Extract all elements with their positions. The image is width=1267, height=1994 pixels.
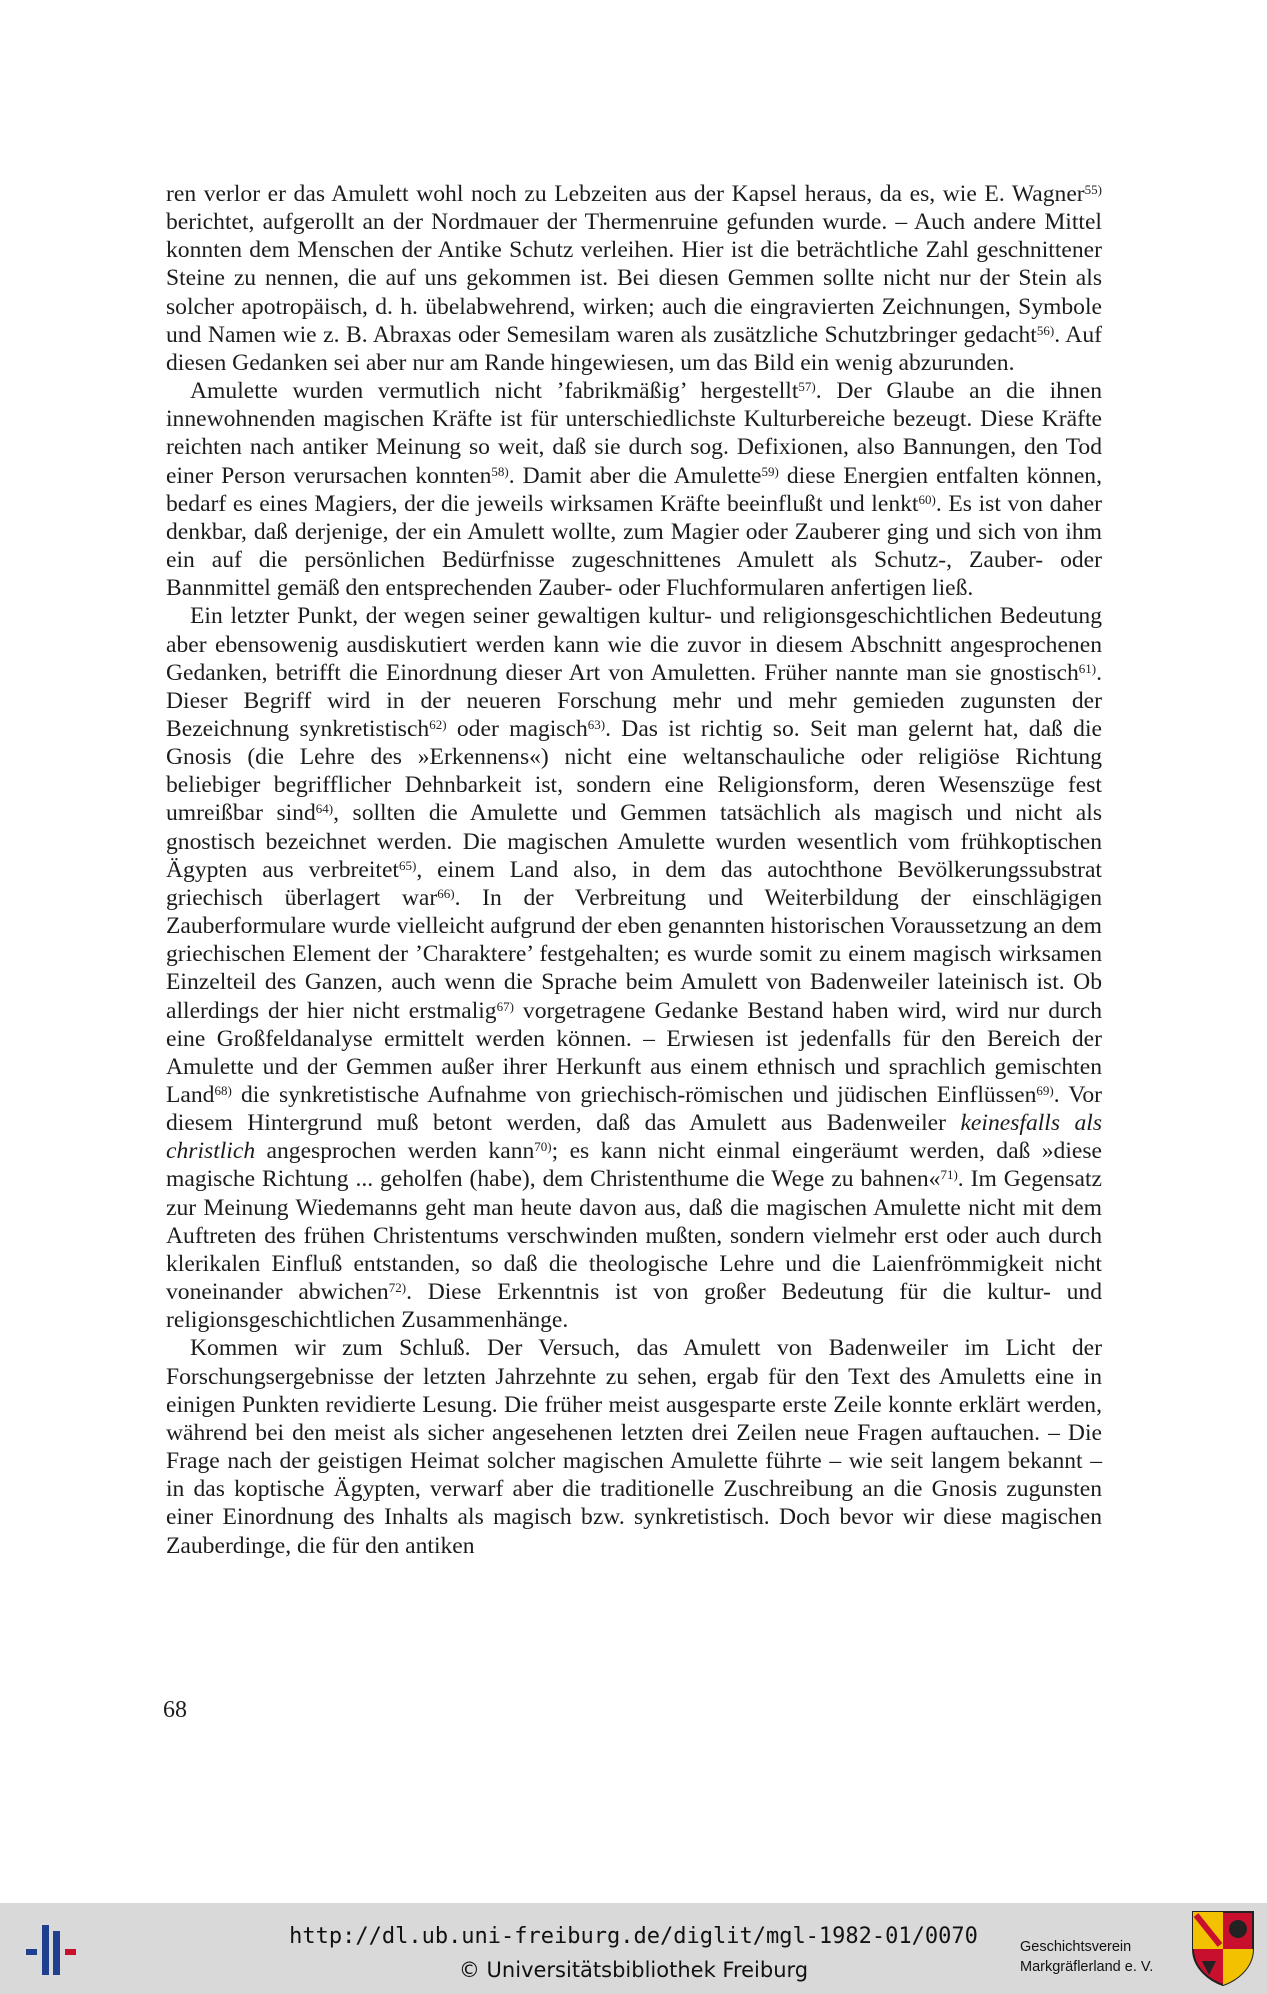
text-run: ; es kann nicht einmal eingeräumt werden, daß »diese magische Richtung ... geholfen (habe), dem Christenthume die Wege zu bahnen« [166,1138,1102,1193]
text-run: Amulette wurden vermutlich nicht ’fabrikmäßig’ hergestellt [190,378,799,405]
footnote-ref: 66) [437,885,455,901]
body-text [166,180,1102,1560]
text-run: vorgetragene Gedanke Bestand haben wird, wird nur durch eine Großfeldanalyse ermittelt werden können. – Erwiesen ist jedenfalls für den Bereich der Amulette und der Gemmen außer ihrer Herkunft aus einem ethnisch und sprachlich gemischten Land [166,997,1102,1108]
text-run: . Vor diesem Hintergrund muß betont werden, daß das Amulett aus Badenweiler [166,1082,1103,1137]
footer-url-link[interactable]: http://dl.ub.uni-freiburg.de/diglit/mgl-1982-01/0070 [289,1924,978,1949]
footnote-ref: 70) [534,1139,552,1155]
text-run: . Dieser Begriff wird in der neueren Forschung mehr und mehr gemieden zugunsten der Bezeichnung synkretistisch [166,659,1102,742]
text-run: oder magisch [446,715,588,742]
text-run: . Das ist richtig so. Seit man gelernt hat, daß die Gnosis (die Lehre des »Erkennens«) nicht eine weltanschauliche oder religiöse Richtung beliebiger begrifflicher Dehnbarkeit ist, sondern eine Religionsform, deren Wesenszüge fest umreißbar sind [166,715,1102,827]
text-run: ren verlor er das Amulett wohl noch zu Lebzeiten aus der Kapsel heraus, da es, wie E. Wagner [166,181,1085,207]
footnote-ref: 57) [798,378,816,394]
footnote-ref: 61) [1078,660,1097,676]
footnote-ref: 72) [388,1279,407,1295]
society-name [1020,1937,1180,1977]
text-run: . Im Gegensatz zur Meinung Wiedemanns geht man heute davon aus, daß die magischen Amulette nicht mit dem Auftreten des frühen Christentums verschwinden mußten, sondern vielmehr erst oder auch durch klerikalen Einfluß entstanden, so daß die theologische Lehre und die Laienfrömmigkeit nicht voneinander abwichen [166,1166,1102,1306]
footnote-ref: 56) [1036,322,1055,338]
footnote-ref: 64) [315,801,334,817]
footnote-ref: 69) [1036,1082,1054,1098]
page-number: 68 [163,1697,187,1723]
footer-copyright: © Universitätsbibliothek Freiburg [458,1958,809,1982]
footnote-ref: 65) [398,857,417,873]
emphasized-text: keinesfalls als christlich [166,1110,1103,1165]
text-run: Kommen wir zum Schluß. Der Versuch, das Amulett von Badenweiler im Licht der Forschungsergebnisse der letzten Jahrzehnte zu sehen, ergab für den Text des Amuletts eine in einigen Punkten revidierte Lesung. Die früher meist ausgesparte erste Zeile konnte erklärt werden, während bei den meist als sicher angesehenen letzten drei Zeilen neue Fragen auftauchen. – Die Frage nach der geistigen Heimat solcher magischen Amulette führte – wie seit langem bekannt – in das koptische Ägypten, verwarf aber die traditionelle Zuschreibung an die Gnosis zugunsten einer Einordnung des Inhalts als magisch bzw. synkretistisch. Doch bevor wir diese magischen Zauberdinge, die für den antiken [166,1335,1102,1559]
text-run: berichtet, aufgerollt an der Nordmauer der Thermenruine gefunden wurde. – Auch andere Mittel konnten dem Menschen der Antike Schutz verleihen. Hier ist die beträchtliche Zahl geschnittener Steine zu nennen, die auf uns gekommen ist. Bei diesen Gemmen sollte nicht nur der Stein als solcher apotropäisch, d. h. übelabwehrend, wirken; auch die eingravierten Zeichnungen, Symbole und Namen wie z. B. Abraxas oder Semesilam waren als zusätzliche Schutzbringer gedacht [166,209,1102,348]
text-run: . Damit aber die Amulette [508,462,762,489]
footnote-ref: 59) [761,463,779,479]
text-run: . Auf diesen Gedanken sei aber nur am Rande hingewiesen, um das Bild ein wenig abzurunden. [166,321,1103,376]
footnote-ref: 68) [214,1082,232,1098]
footnote-ref: 71) [940,1167,958,1183]
text-run: . Diese Erkenntnis ist von großer Bedeutung für die kultur- und religionsgeschichtlichen Zusammenhänge. [166,1279,1102,1334]
footnote-ref: 60) [918,491,936,507]
paragraph [166,602,1102,1334]
footnote-ref: 63) [587,716,606,732]
society-crest-icon[interactable] [1190,1909,1256,1987]
paragraph [166,1334,1102,1559]
text-run: die synkretistische Aufnahme von griechisch-römischen und jüdischen Einflüssen [231,1082,1037,1108]
society-name-line-1: Geschichtsverein [1020,1939,1132,1955]
footnote-ref: 62) [429,716,447,732]
footnote-ref: 55) [1084,181,1102,197]
paragraph [166,377,1102,602]
text-run: diese Energien entfalten können, bedarf es eines Magiers, der die jeweils wirksamen Kräfte beeinflußt und lenkt [166,462,1102,517]
text-run: , sollten die Amulette und Gemmen tatsächlich als magisch und nicht als gnostisch bezeichnet werden. Die magischen Amulette wurden wesentlich vom frühkoptischen Ägypten aus verbreitet [166,800,1102,883]
paragraph [166,180,1102,377]
text-run: , einem Land also, in dem das autochthone Bevölkerungssubstrat griechisch überlagert war [166,856,1102,911]
text-run: Ein letzter Punkt, der wegen seiner gewaltigen kultur- und religionsgeschichtlichen Bedeutung aber ebensowenig ausdiskutiert werden kann wie die zuvor in diesem Abschnitt angesprochenen Gedanken, betrifft die Einordnung dieser Art von Amuletten. Früher nannte man sie gnostisch [166,603,1102,686]
text-run: angesprochen werden kann [255,1138,535,1165]
footnote-ref: 67) [496,998,514,1014]
text-run: . Der Glaube an die ihnen innewohnenden magischen Kräfte ist für unterschiedlichste Kulturbereiche bezeugt. Diese Kräfte reichten nach antiker Meinung so weit, daß sie durch sog. Defixionen, also Bannungen, den Tod einer Person verursachen konnten [166,378,1103,489]
viewer-footer [0,1903,1267,1994]
footnote-ref: 58) [491,463,509,479]
society-name-line-2: Markgräflerland e. V. [1020,1959,1154,1975]
text-run: . In der Verbreitung und Weiterbildung der einschlägigen Zauberformulare wurde vielleicht aufgrund der eben genannten historischen Voraussetzung an dem griechischen Element der ’Charaktere’ festgehalten; es wurde somit zu einem magisch wirksamen Einzelteil des Ganzen, auch wenn die Sprache beim Amulett von Badenweiler lateinisch ist. Ob allerdings der hier nicht erstmalig [166,884,1102,1024]
text-run: . Es ist von daher denkbar, daß derjenige, der ein Amulett wollte, zum Magier oder Zauberer ging und sich von ihm ein auf die persönlichen Bedürfnisse zugeschnittenes Amulett als Schutz-, Zauber- oder Bannmittel gemäß den entsprechenden Zauber- oder Fluchformularen anfertigen ließ. [166,490,1102,602]
